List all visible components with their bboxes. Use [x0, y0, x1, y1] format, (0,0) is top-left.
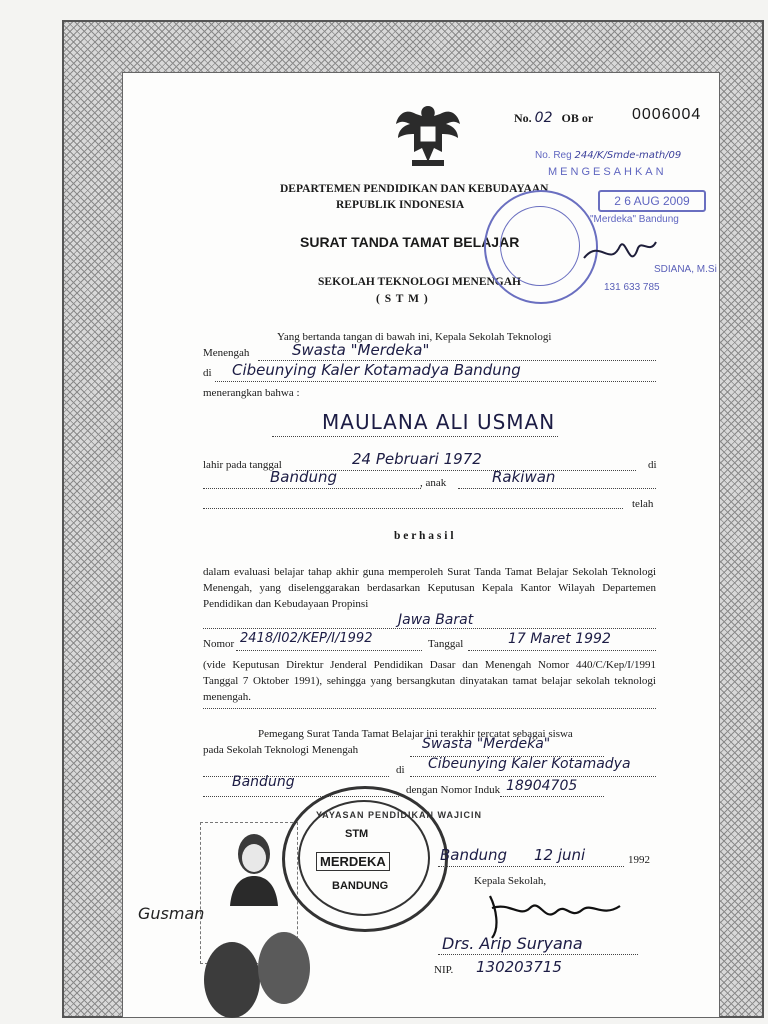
school-stamp-line1: STM — [345, 828, 369, 840]
blank-line-2 — [203, 776, 389, 777]
nomor-label: Nomor — [203, 638, 235, 650]
birth-place-line — [203, 488, 421, 489]
birth-date-line — [296, 470, 636, 471]
intro-text: Yang bertanda tangan di bawah ini, Kepala Sekolah Teknologi — [277, 331, 552, 343]
city2: Bandung — [232, 774, 295, 790]
induk-line — [500, 796, 604, 797]
student-photo-icon — [222, 826, 286, 906]
mengesahkan-text: MENGESAHKAN — [548, 166, 667, 178]
location-line — [215, 381, 656, 382]
paragraph-2-end-line — [203, 708, 656, 709]
di-right-label: di — [648, 459, 657, 471]
student-name-line — [272, 436, 558, 437]
signature-name-line — [438, 954, 638, 955]
paragraph-1: dalam evaluasi belajar tahap akhir guna memperoleh Surat Tanda Tamat Belajar Sekolah Teknologi Menengah, yang diselenggarakan berdasarkan Keputusan Kepala Kantor Wilayah Departemen Pendidikan dan Kebudayaan Propinsi — [203, 566, 656, 610]
signature-role: Kepala Sekolah, — [474, 875, 547, 887]
menerangkan-text: menerangkan bahwa : — [203, 387, 300, 399]
signature-name: Drs. Arip Suryana — [442, 934, 583, 953]
anak-label: , anak — [420, 477, 447, 489]
nip-label: NIP. — [434, 964, 454, 976]
paragraph-2: (vide Keputusan Direktur Jenderal Pendidikan Dasar dan Menengah Nomor 440/C/Kep/I/1991 Tanggal 7 Oktober 1991), sehingga yang bersangkutan dinyatakan tamat belajar sekolah teknologi menengah. — [203, 659, 656, 703]
nomor-line — [236, 650, 422, 651]
dept-line1: DEPARTEMEN PENDIDIKAN DAN KEBUDAYAAN — [280, 183, 549, 195]
born-label: lahir pada tanggal — [203, 459, 282, 471]
menengah-label: Menengah — [203, 347, 250, 359]
berhasil-heading: b e r h a s i l — [394, 530, 454, 542]
province-line — [203, 628, 656, 629]
location2: Cibeunying Kaler Kotamadya — [428, 756, 631, 772]
no-label: No. — [514, 111, 532, 125]
signature-year: 1992 — [628, 854, 650, 866]
garuda-emblem-icon — [392, 100, 464, 172]
school-stamp-ring: YAYASAN PENDIDIKAN WAJICIN — [316, 810, 483, 820]
school-abbr: ( S T M ) — [376, 293, 429, 305]
legalization-date: 2 6 AUG 2009 — [598, 190, 706, 212]
holder-signature: Gusman — [138, 904, 205, 923]
school-name2: Swasta "Merdeka" — [422, 736, 551, 752]
reg-line — [535, 150, 681, 161]
tanggal-line — [468, 650, 656, 651]
ob-label: OB or — [561, 111, 594, 125]
yayasan-inner-ring — [500, 206, 580, 286]
serial-number: 0006004 — [632, 106, 702, 123]
signature-date-line — [438, 866, 624, 867]
induk-value: 18904705 — [506, 778, 578, 794]
parent-name: Rakiwan — [492, 468, 556, 486]
legalization-signature-icon — [580, 228, 660, 278]
birth-date: 24 Pebruari 1972 — [352, 450, 482, 468]
telah-text: telah — [632, 498, 654, 510]
reg-value: 244/K/Smde-math/09 — [574, 150, 682, 161]
paragraph-3: Pemegang Surat Tanda Tamat Belajar ini terakhir tercatat sebagai siswa — [258, 728, 573, 740]
tanggal-value: 17 Maret 1992 — [508, 631, 611, 647]
dept-line2: REPUBLIK INDONESIA — [336, 199, 465, 211]
number-line — [514, 110, 593, 126]
school-stamp-line2: MERDEKA — [316, 852, 390, 871]
school-name: Swasta "Merdeka" — [292, 341, 430, 359]
blank-line — [203, 508, 623, 509]
signature-day-month: 12 juni — [534, 846, 586, 864]
paragraph-3b: pada Sekolah Teknologi Menengah — [203, 744, 359, 756]
nip-value: 130203715 — [476, 958, 562, 976]
signature-place: Bandung — [440, 846, 508, 864]
province: Jawa Barat — [398, 612, 474, 628]
location2-line — [410, 776, 656, 777]
di2-label: di — [396, 764, 405, 776]
location: Cibeunying Kaler Kotamadya Bandung — [232, 361, 521, 379]
fingerprint-icon — [200, 924, 320, 1020]
induk-label: dengan Nomor Induk — [406, 784, 501, 796]
parent-line — [458, 488, 656, 489]
di-label: di — [203, 367, 212, 379]
no-value: 02 — [534, 110, 553, 126]
nomor-value: 2418/I02/KEP/I/1992 — [240, 631, 373, 646]
reg-label: No. Reg — [535, 150, 572, 161]
legalization-name: SDIANA, M.Si — [654, 264, 717, 275]
tanggal-label: Tanggal — [428, 638, 464, 650]
legalization-nip: 131 633 785 — [604, 282, 660, 293]
school-stamp-line3: BANDUNG — [332, 880, 389, 892]
student-name: MAULANA ALI USMAN — [322, 410, 556, 434]
page-title: SURAT TANDA TAMAT BELAJAR — [300, 234, 520, 250]
legalization-text: "Merdeka" Bandung — [590, 214, 679, 225]
school-type: SEKOLAH TEKNOLOGI MENENGAH — [318, 276, 521, 288]
birth-place: Bandung — [270, 468, 338, 486]
